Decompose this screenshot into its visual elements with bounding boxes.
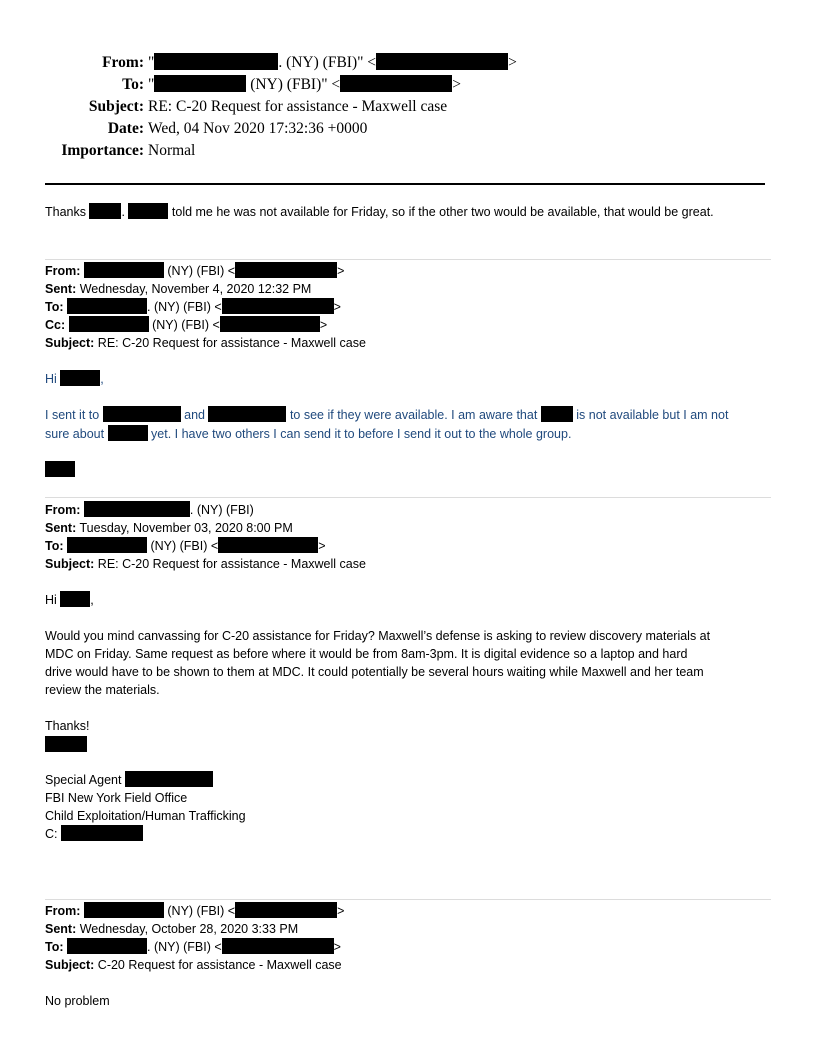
msg3-sig-agent: Special Agent (45, 771, 213, 789)
msg2-cc: Cc: (NY) (FBI) < > (45, 318, 328, 332)
redaction (67, 537, 147, 553)
msg3-sig-office: FBI New York Field Office (45, 791, 188, 805)
redaction (154, 53, 278, 70)
redaction (128, 203, 168, 219)
msg3-subject: Subject: RE: C-20 Request for assistance - Maxwell case (45, 557, 366, 571)
header-importance: Normal (148, 142, 196, 159)
msg4-subject: Subject: C-20 Request for assistance - Maxwell case (45, 958, 342, 972)
msg2-to: To: . (NY) (FBI) < > (45, 300, 341, 314)
redaction (69, 316, 149, 332)
redaction (89, 203, 121, 219)
header-divider (45, 183, 765, 185)
header-subject: RE: C-20 Request for assistance - Maxwell case (148, 98, 448, 115)
msg3-body-line1: Would you mind canvassing for C-20 assistance for Friday? Maxwell’s defense is asking to review discovery materials at (45, 629, 711, 643)
redaction (218, 537, 318, 553)
msg3-greeting: Hi , (45, 593, 94, 607)
redaction (60, 591, 90, 607)
header-subject-row: Subject: RE: C-20 Request for assistance - Maxwell case (88, 98, 448, 115)
redaction (45, 461, 75, 477)
redaction (340, 75, 452, 92)
redaction (67, 298, 147, 314)
header-date: Wed, 04 Nov 2020 17:32:36 +0000 (148, 120, 368, 137)
message-divider (45, 497, 771, 498)
header-from-row: From: " . (NY) (FBI)" < > (0, 52, 517, 74)
redaction (84, 262, 164, 278)
msg3-thanks: Thanks! (45, 719, 90, 733)
redaction (222, 938, 334, 954)
msg4-sent: Sent: Wednesday, October 28, 2020 3:33 PM (45, 922, 299, 936)
redaction (208, 406, 286, 422)
msg2-signature (45, 461, 75, 479)
msg2-sent: Sent: Wednesday, November 4, 2020 12:32 PM (45, 282, 312, 296)
msg3-body-line4: review the materials. (45, 683, 160, 697)
header-date-row: Date: Wed, 04 Nov 2020 17:32:36 +0000 (107, 120, 368, 137)
msg3-sig-phone: C: (45, 825, 143, 843)
message-divider (45, 259, 771, 260)
msg3-from: From: . (NY) (FBI) (45, 503, 254, 517)
redaction (220, 316, 320, 332)
reply-text: Thanks . told me he was not available for Friday, so if the other two would be available, that would be great. (45, 205, 714, 219)
redaction (45, 736, 87, 752)
msg3-sig-unit: Child Exploitation/Human Trafficking (45, 809, 246, 823)
msg4-body: No problem (45, 994, 110, 1008)
msg3-body-line2: MDC on Friday. Same request as before where it would be from 8am-3pm. It is digital evidence so a laptop and hard (45, 647, 688, 661)
msg3-body-line3: drive would have to be shown to them at MDC. It could potentially be several hours waiting while Maxwell and her team (45, 665, 704, 679)
msg2-body-line2: sure about yet. I have two others I can send it to before I send it out to the whole group. (45, 427, 572, 441)
redaction (67, 938, 147, 954)
redaction (376, 53, 508, 70)
msg2-from: From: (NY) (FBI) < > (45, 264, 345, 278)
msg2-subject: Subject: RE: C-20 Request for assistance - Maxwell case (45, 336, 366, 350)
redaction (154, 75, 246, 92)
msg3-sent: Sent: Tuesday, November 03, 2020 8:00 PM (45, 521, 293, 535)
msg4-from: From: (NY) (FBI) < > (45, 904, 345, 918)
to-label: To: (122, 76, 144, 93)
msg4-to: To: . (NY) (FBI) < > (45, 940, 341, 954)
redaction (222, 298, 334, 314)
redaction (541, 406, 573, 422)
message-divider (45, 899, 771, 900)
msg3-to: To: (NY) (FBI) < > (45, 539, 326, 553)
msg2-body-line1: I sent it to and to see if they were available. I am aware that is not available but I am not (45, 408, 729, 422)
from-label: From: (102, 54, 144, 71)
header-importance-row: Importance: Normal (61, 142, 196, 159)
redaction (84, 902, 164, 918)
redaction (235, 902, 337, 918)
redaction (235, 262, 337, 278)
redaction (103, 406, 181, 422)
msg3-signoff (45, 736, 87, 754)
header-to-row: To: " (NY) (FBI)" < > (0, 74, 461, 96)
msg2-greeting: Hi , (45, 372, 104, 386)
redaction (108, 425, 148, 441)
redaction (125, 771, 213, 787)
redaction (60, 370, 100, 386)
redaction (84, 501, 190, 517)
redaction (61, 825, 143, 841)
